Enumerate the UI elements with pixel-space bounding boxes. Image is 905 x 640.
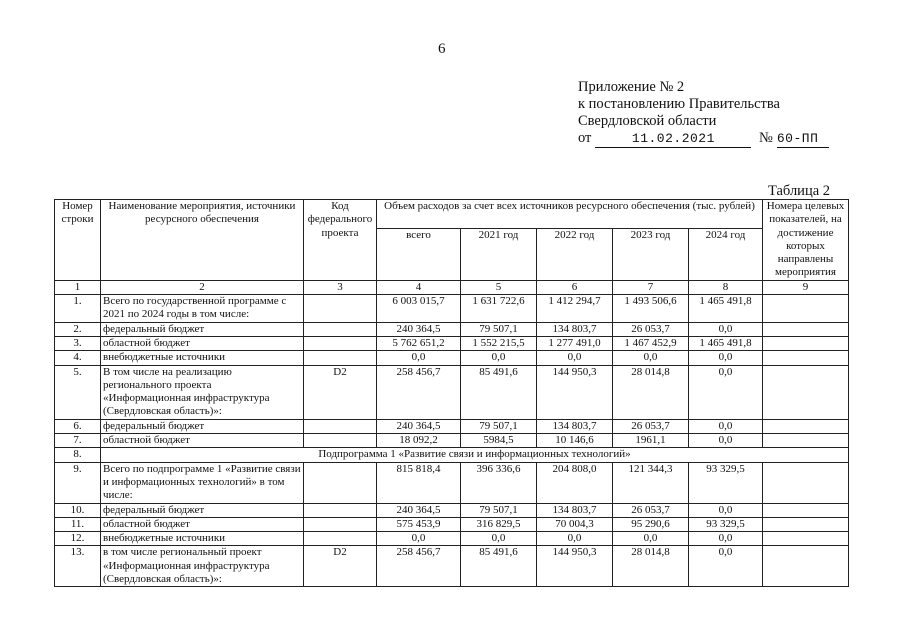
row-number: 4. (55, 351, 101, 365)
value-2021: 1 552 215,5 (461, 336, 537, 350)
table-row (55, 322, 849, 336)
value-2021: 5984,5 (461, 434, 537, 448)
date-prefix: от (578, 130, 592, 146)
value-2021: 396 336,6 (461, 462, 537, 503)
header-2022: 2022 год (537, 228, 613, 280)
value-2022: 134 803,7 (537, 322, 613, 336)
project-code (304, 503, 377, 517)
row-name: внебюджетные источники (101, 351, 304, 365)
value-2021: 85 491,6 (461, 546, 537, 587)
value-2021: 79 507,1 (461, 503, 537, 517)
row-name: федеральный бюджет (101, 503, 304, 517)
value-2023: 0,0 (613, 351, 689, 365)
value-2022: 1 277 491,0 (537, 336, 613, 350)
value-2024: 1 465 491,8 (689, 336, 763, 350)
project-code: D2 (304, 546, 377, 587)
row-name: областной бюджет (101, 434, 304, 448)
header-2021: 2021 год (461, 228, 537, 280)
value-2023: 26 053,7 (613, 419, 689, 433)
value-2021: 79 507,1 (461, 419, 537, 433)
table-row (55, 336, 849, 350)
row-number: 8. (55, 448, 101, 462)
value-total: 0,0 (377, 532, 461, 546)
row-name: федеральный бюджет (101, 322, 304, 336)
row-targets (763, 322, 849, 336)
value-2023: 1 467 452,9 (613, 336, 689, 350)
value-2024: 0,0 (689, 365, 763, 419)
value-total: 240 364,5 (377, 322, 461, 336)
row-name: областной бюджет (101, 517, 304, 531)
value-total: 258 456,7 (377, 546, 461, 587)
row-name: внебюджетные источники (101, 532, 304, 546)
appendix-region: Свердловской области (578, 113, 717, 129)
value-2022: 144 950,3 (537, 365, 613, 419)
row-number: 3. (55, 336, 101, 350)
value-2024: 0,0 (689, 322, 763, 336)
value-total: 815 818,4 (377, 462, 461, 503)
value-2023: 28 014,8 (613, 546, 689, 587)
decree-date: 11.02.2021 (595, 130, 751, 148)
row-number: 7. (55, 434, 101, 448)
value-2021: 85 491,6 (461, 365, 537, 419)
header-total: всего (377, 228, 461, 280)
value-2022: 144 950,3 (537, 546, 613, 587)
row-targets (763, 365, 849, 419)
row-targets (763, 351, 849, 365)
row-targets (763, 517, 849, 531)
value-total: 18 092,2 (377, 434, 461, 448)
value-2023: 1 493 506,6 (613, 295, 689, 323)
value-2022: 1 412 294,7 (537, 295, 613, 323)
header-2023: 2023 год (613, 228, 689, 280)
project-code (304, 295, 377, 323)
col-number: 7 (613, 280, 689, 294)
table-row (55, 419, 849, 433)
header-name: Наименование мероприятия, источники ресурсного обеспечения (101, 200, 304, 281)
value-2023: 28 014,8 (613, 365, 689, 419)
value-total: 258 456,7 (377, 365, 461, 419)
row-targets (763, 434, 849, 448)
table-row (55, 365, 849, 419)
value-total: 0,0 (377, 351, 461, 365)
value-2024: 0,0 (689, 503, 763, 517)
project-code (304, 322, 377, 336)
value-2024: 93 329,5 (689, 462, 763, 503)
row-targets (763, 336, 849, 350)
table-row (55, 546, 849, 587)
row-targets (763, 503, 849, 517)
row-targets (763, 532, 849, 546)
value-2024: 0,0 (689, 546, 763, 587)
value-2024: 0,0 (689, 351, 763, 365)
table-row (55, 503, 849, 517)
col-number: 6 (537, 280, 613, 294)
value-2023: 26 053,7 (613, 322, 689, 336)
table-caption: Таблица 2 (768, 183, 831, 199)
row-name: в том числе региональный проект «Информационная инфраструктура (Свердловская область)»: (101, 546, 304, 587)
project-code (304, 434, 377, 448)
value-2023: 26 053,7 (613, 503, 689, 517)
project-code (304, 462, 377, 503)
number-prefix: № (759, 130, 773, 146)
col-number: 8 (689, 280, 763, 294)
value-2023: 0,0 (613, 532, 689, 546)
value-2022: 204 808,0 (537, 462, 613, 503)
value-2021: 79 507,1 (461, 322, 537, 336)
value-2022: 10 146,6 (537, 434, 613, 448)
row-name: федеральный бюджет (101, 419, 304, 433)
project-code (304, 351, 377, 365)
expenditure-table (54, 199, 849, 587)
row-number: 10. (55, 503, 101, 517)
table-body (55, 295, 849, 587)
row-number: 5. (55, 365, 101, 419)
value-2024: 1 465 491,8 (689, 295, 763, 323)
value-2024: 0,0 (689, 419, 763, 433)
table-row (55, 351, 849, 365)
row-number: 6. (55, 419, 101, 433)
value-total: 5 762 651,2 (377, 336, 461, 350)
decree-date-number (578, 130, 829, 148)
row-targets (763, 295, 849, 323)
value-total: 6 003 015,7 (377, 295, 461, 323)
value-2022: 70 004,3 (537, 517, 613, 531)
header-volume: Объем расходов за счет всех источников ресурсного обеспечения (тыс. рублей) (377, 200, 763, 229)
project-code (304, 336, 377, 350)
row-name: областной бюджет (101, 336, 304, 350)
value-2024: 0,0 (689, 532, 763, 546)
value-total: 240 364,5 (377, 419, 461, 433)
value-2021: 0,0 (461, 532, 537, 546)
row-number: 1. (55, 295, 101, 323)
col-number: 3 (304, 280, 377, 294)
value-2023: 95 290,6 (613, 517, 689, 531)
appendix-header (578, 79, 829, 148)
header-code: Код федерального проекта (304, 200, 377, 281)
appendix-decree: к постановлению Правительства (578, 96, 780, 112)
table-row (55, 532, 849, 546)
project-code (304, 532, 377, 546)
table-row (55, 295, 849, 323)
value-2021: 316 829,5 (461, 517, 537, 531)
row-targets (763, 419, 849, 433)
value-2021: 1 631 722,6 (461, 295, 537, 323)
table-row (55, 462, 849, 503)
col-number: 2 (101, 280, 304, 294)
project-code (304, 419, 377, 433)
value-2024: 0,0 (689, 434, 763, 448)
value-2023: 121 344,3 (613, 462, 689, 503)
row-name: В том числе на реализацию регионального проекта «Информационная инфраструктура (Свердловская область)»: (101, 365, 304, 419)
value-2023: 1961,1 (613, 434, 689, 448)
value-2022: 134 803,7 (537, 419, 613, 433)
table-row (55, 434, 849, 448)
row-targets (763, 462, 849, 503)
table-row (55, 517, 849, 531)
decree-number: 60-ПП (777, 130, 829, 148)
col-number: 1 (55, 280, 101, 294)
project-code: D2 (304, 365, 377, 419)
row-number: 11. (55, 517, 101, 531)
header-2024: 2024 год (689, 228, 763, 280)
value-total: 240 364,5 (377, 503, 461, 517)
header-row-number: Номер строки (55, 200, 101, 281)
project-code (304, 517, 377, 531)
col-number: 4 (377, 280, 461, 294)
value-2022: 0,0 (537, 532, 613, 546)
row-number: 9. (55, 462, 101, 503)
appendix-title: Приложение № 2 (578, 79, 685, 95)
row-number: 12. (55, 532, 101, 546)
row-number: 13. (55, 546, 101, 587)
value-total: 575 453,9 (377, 517, 461, 531)
page-number: 6 (438, 41, 446, 57)
row-name: Всего по подпрограмме 1 «Развитие связи и информационных технологий» в том числе: (101, 462, 304, 503)
column-numbers-row (55, 280, 849, 294)
section-title: Подпрограмма 1 «Развитие связи и информационных технологий» (101, 448, 849, 462)
row-targets (763, 546, 849, 587)
value-2021: 0,0 (461, 351, 537, 365)
col-number: 5 (461, 280, 537, 294)
row-number: 2. (55, 322, 101, 336)
col-number: 9 (763, 280, 849, 294)
value-2022: 134 803,7 (537, 503, 613, 517)
header-targets: Номера целевых показателей, на достижение которых направлены мероприятия (763, 200, 849, 281)
value-2024: 93 329,5 (689, 517, 763, 531)
value-2022: 0,0 (537, 351, 613, 365)
table-row (55, 448, 849, 462)
row-name: Всего по государственной программе с 2021 по 2024 годы в том числе: (101, 295, 304, 323)
